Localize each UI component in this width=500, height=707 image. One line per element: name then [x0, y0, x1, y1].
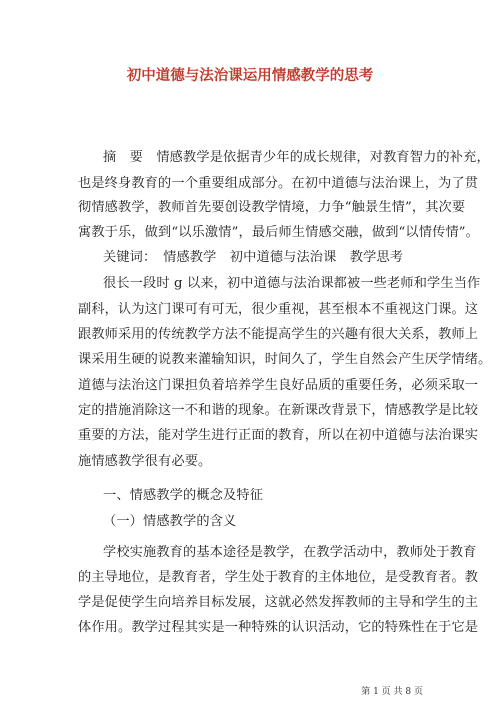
page-footer: 第 1 页 共 8 页 — [361, 687, 423, 697]
intro-line: 施情感教学很有必要。 — [78, 454, 212, 469]
body-line: 体作用。教学过程其实是一种特殊的认识活动，它的特殊性在于它是 — [78, 620, 479, 635]
abstract-line: 也是终身教育的一个重要组成部分。在初中道德与法治课上，为了贯 — [78, 176, 479, 191]
subsection-heading: （一）情感教学的含义 — [103, 514, 237, 529]
body-line: 的主导地位，是教育者，学生处于教育的主体地位，是受教育者。教 — [78, 570, 479, 585]
section-heading: 一、情感教学的概念及特征 — [103, 488, 264, 503]
body-line: 学是促使学生向培养目标发展，这就必然发挥教师的主导和学生的主 — [78, 595, 479, 610]
abstract-line: 彻情感教学，教师首先要创设教学情境，力争“触景生情”，其次要 — [78, 200, 466, 215]
intro-line: 副科，认为这门课可有可无，很少重视，甚至根本不重视这门课。这 — [78, 302, 479, 317]
intro-line: 很长一段时 g 以来，初中道德与法治课都被一些老师和学生当作 — [103, 276, 481, 291]
keywords-line: 关键词： 情感教学 初中道德与法治课 教学思考 — [103, 250, 404, 265]
intro-line: 定的措施消除这一不和谐的现象。在新课改背景下，情感教学是比较 — [78, 403, 479, 418]
intro-line: 道德与法治这门课担负着培养学生良好品质的重要任务，必须采取一 — [78, 378, 479, 393]
body-line: 学校实施教育的基本途径是教学，在教学活动中，教师处于教育 — [103, 545, 477, 560]
abstract-line: 寓教于乐，做到“以乐激情”，最后师生情感交融，做到“以情传情”。 — [78, 225, 480, 240]
intro-line: 跟教师采用的传统教学方法不能提高学生的兴趣有很大关系，教师上 — [78, 327, 479, 342]
page-title: 初中道德与法治课运用情感教学的思考 — [126, 67, 374, 84]
intro-line: 课采用生硬的说教来灌输知识，时间久了，学生自然会产生厌学情绪。 — [78, 352, 492, 367]
intro-line: 重要的方法，能对学生进行正面的教育，所以在初中道德与法治课实 — [78, 428, 479, 443]
abstract-line: 摘 要 情感教学是依据青少年的成长规律，对教育智力的补充， — [103, 150, 490, 165]
